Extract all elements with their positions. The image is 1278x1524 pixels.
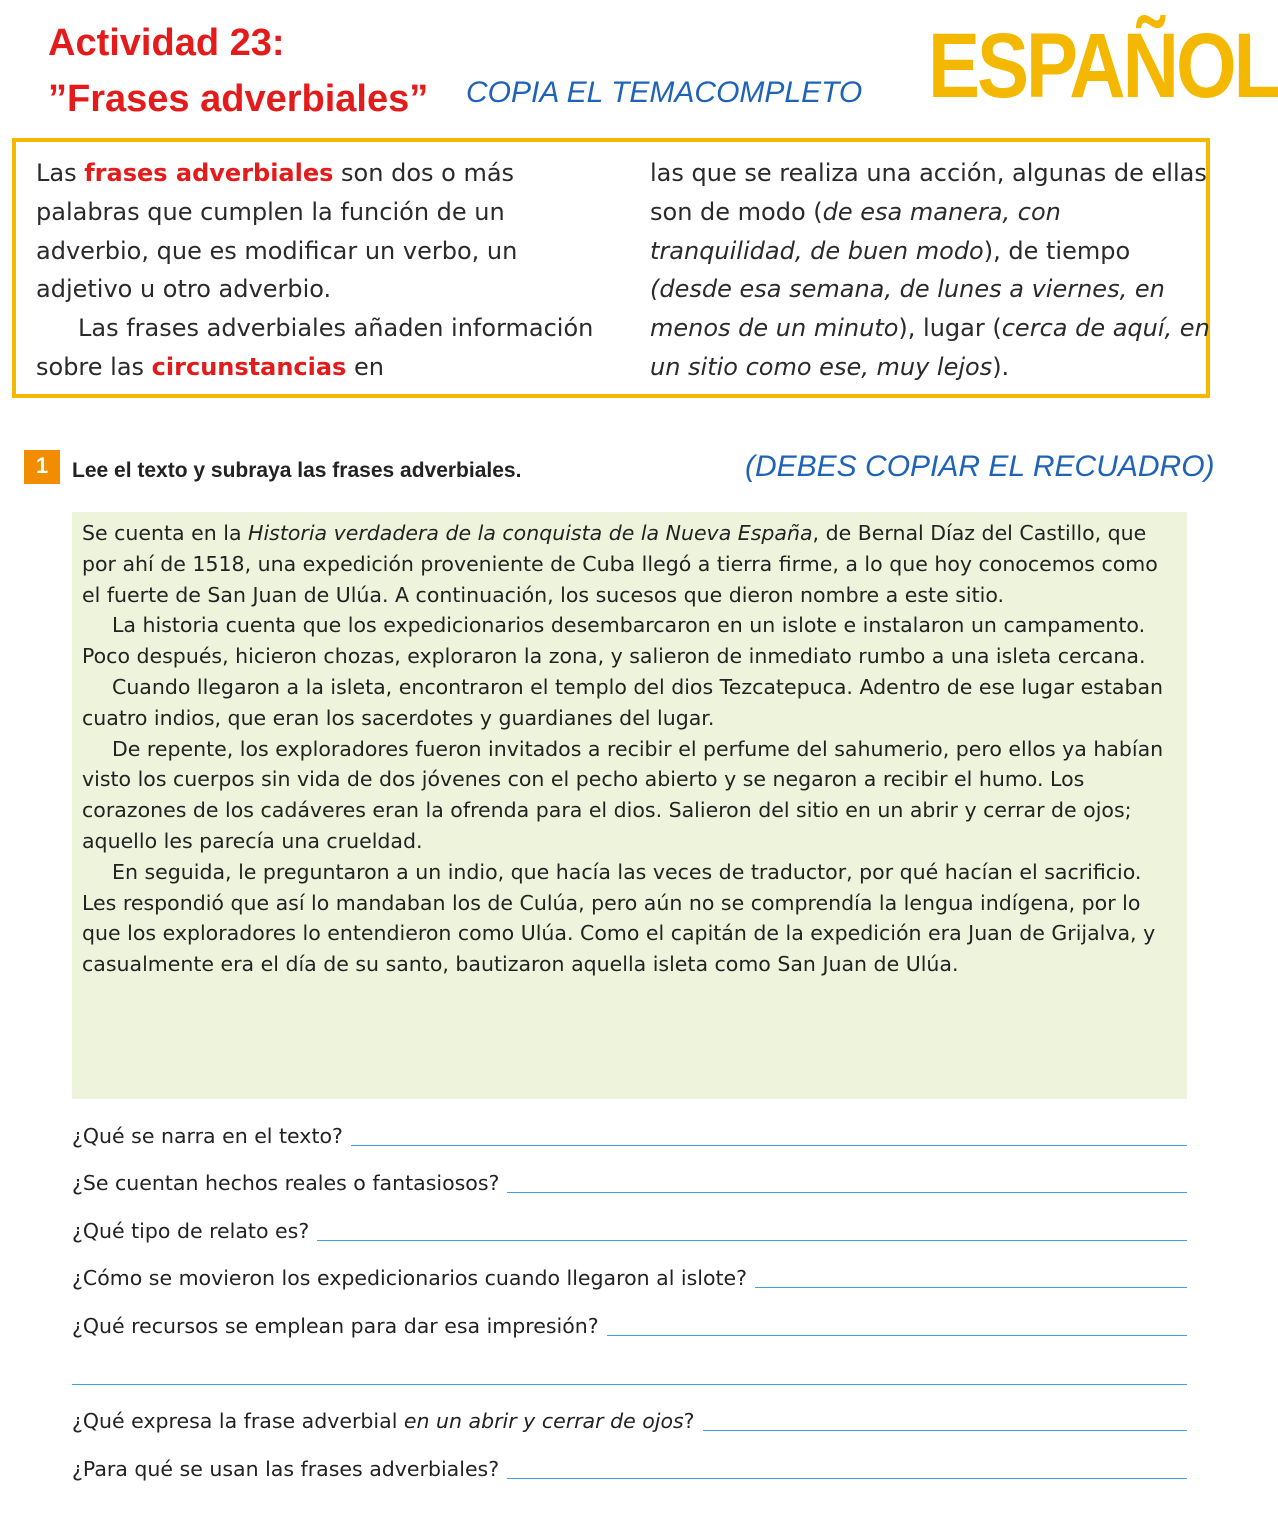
book-title: Historia verdadera de la conquista de la Nueva España [248, 521, 813, 545]
definition-right-column [650, 154, 1210, 387]
answer-line-7[interactable] [507, 1477, 1187, 1479]
question-2: ¿Se cuentan hechos reales o fantasiosos? [72, 1171, 1187, 1195]
reading-paragraph: Cuando llegaron a la isleta, encontraron el templo del dios Tezcatepuca. Adentro de ese lugar estaban cuatro indios, que eran los sacerdotes y guardianes del lugar. [82, 674, 1164, 730]
question-7: ¿Para qué se usan las frases adverbiales? [72, 1457, 1187, 1481]
reading-paragraph: La historia cuenta que los expedicionarios desembarcaron en un islote e instalaron un campamento. Poco después, hicieron chozas, exploraron la zona, y salieron de inmediato rumbo a una isleta cercana. [82, 613, 1146, 669]
definition-left-column [36, 154, 611, 387]
reading-box [72, 512, 1187, 1099]
answer-line-6[interactable] [703, 1429, 1187, 1431]
answer-line-3[interactable] [317, 1239, 1187, 1241]
activity-subtitle: ”Frases adverbiales” [48, 78, 429, 120]
key-term: circunstancias [151, 352, 347, 381]
activity-title: Actividad 23: [48, 22, 285, 64]
definition-paragraph-3: las que se realiza una acción, algunas de ellas son de modo (de esa manera, con tranquilidad, de buen modo), de tiempo (desde esa semana, de lunes a viernes, en menos de un minuto), lugar (cerca de aquí, en un sitio como ese, muy lejos). [650, 159, 1210, 381]
reading-paragraph: De repente, los exploradores fueron invitados a recibir el perfume del sahumerio, pero ellos ya habían visto los cuerpos sin vida de dos jóvenes con el pecho abierto y se negaron a recibir el humo. Los corazones de los cadáveres eran la ofrenda para el dios. Salieron del sitio en un abrir y cerrar de ojos; aquello les parecía una crueldad. [82, 736, 1164, 853]
answer-line-1[interactable] [351, 1144, 1187, 1146]
answer-line-4[interactable] [755, 1286, 1187, 1288]
question-5: ¿Qué recursos se emplean para dar esa impresión? [72, 1314, 1187, 1338]
question-4: ¿Cómo se movieron los expedicionarios cuando llegaron al islote? [72, 1266, 1187, 1290]
question-1: ¿Qué se narra en el texto? [72, 1124, 1187, 1148]
answer-line-2[interactable] [507, 1191, 1187, 1193]
definition-box [12, 138, 1210, 398]
exercise-prompt: Lee el texto y subraya las frases adverbiales. [72, 459, 522, 482]
key-term: frases adverbiales [84, 159, 334, 187]
definition-paragraph-1: Las frases adverbiales son dos o más palabras que cumplen la función de un adverbio, que es modificar un verbo, un adjetivo u otro adverbio. [36, 159, 518, 304]
reading-paragraph: En seguida, le preguntaron a un indio, que hacía las veces de traductor, por qué hacían el sacrificio. Les respondió que así lo mandaban los de Culúa, pero aún no se comprendía la lengua indígena, por lo que los exploradores lo entendieron como Ulúa. Como el capitán de la expedición era Juan de Grijalva, y casualmente era el día de su santo, bautizaron aquella isleta como San Juan de Ulúa. [82, 859, 1156, 977]
copy-instruction: COPIA EL TEMACOMPLETO [466, 76, 863, 109]
question-6: ¿Qué expresa la frase adverbial en un abrir y cerrar de ojos? [72, 1409, 1187, 1433]
answer-line-extra[interactable] [72, 1384, 1187, 1385]
answer-line-5[interactable] [607, 1334, 1187, 1336]
definition-paragraph-2: Las frases adverbiales añaden información sobre las circunstancias en [36, 314, 594, 381]
exercise-number-badge: 1 [24, 450, 60, 484]
subject-logo: ESPAÑOL [928, 13, 1278, 118]
question-3: ¿Qué tipo de relato es? [72, 1219, 1187, 1243]
copy-box-instruction: (DEBES COPIAR EL RECUADRO) [745, 450, 1215, 483]
reading-paragraph: Se cuenta en la Historia verdadera de la conquista de la Nueva España, de Bernal Díaz del Castillo, que por ahí de 1518, una expedición proveniente de Cuba llegó a tierra firme, a lo que hoy conocemos como el fuerte de San Juan de Ulúa. A continuación, los sucesos que dieron nombre a este sitio. [82, 521, 1158, 607]
